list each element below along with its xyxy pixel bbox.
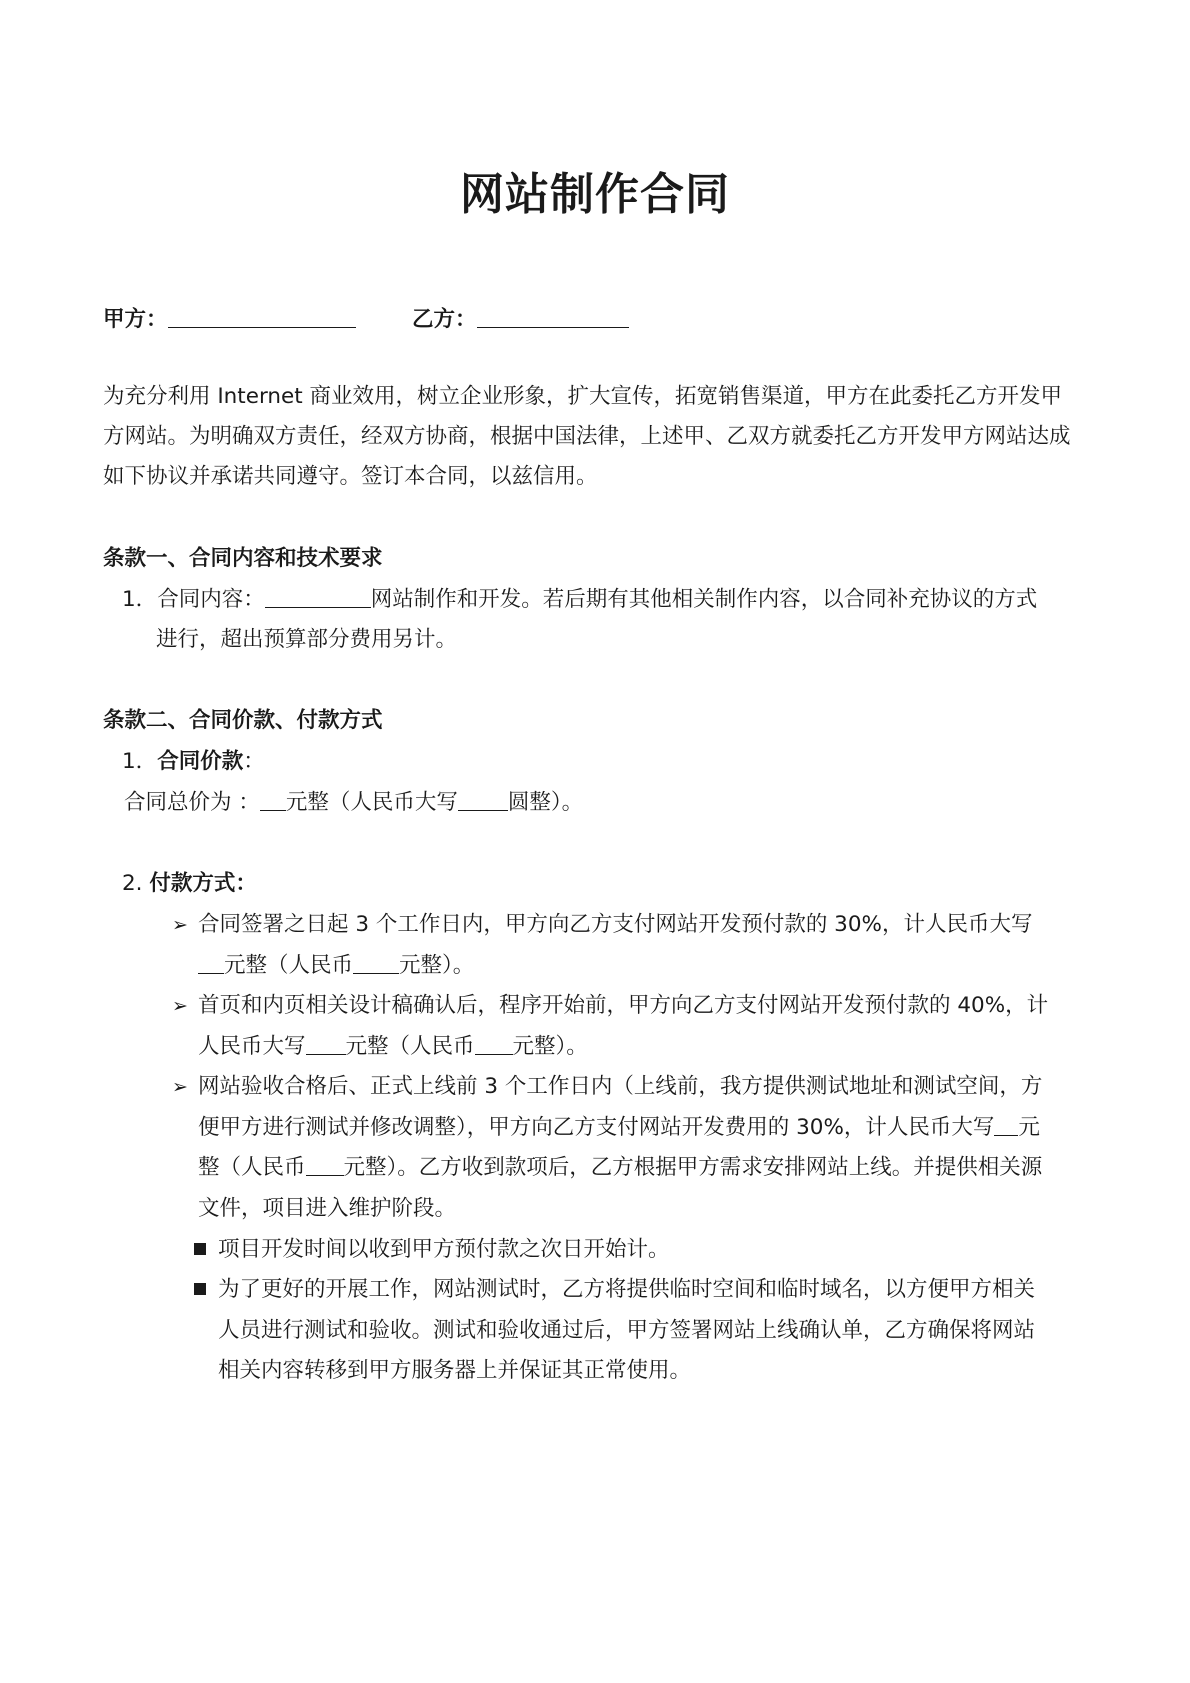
total-price-blank[interactable]	[260, 788, 286, 811]
party-b	[412, 305, 629, 335]
party-b-blank[interactable]	[477, 305, 629, 328]
arrow-bullet-icon: ➢	[172, 914, 188, 936]
intro-line-2: 方网站。为明确双方责任，经双方协商，根据中国法律，上述甲、乙双方就委托乙方开发甲方网站达成	[103, 424, 1071, 449]
payment3-text-d: 元整）。乙方收到款项后，乙方根据甲方需求安排网站上线。并提供相关源	[343, 1155, 1043, 1180]
payment3-line3	[198, 1153, 1042, 1183]
intro-line-1: 为充分利用 Internet 商业效用，树立企业形象，扩大宣传，拓宽销售渠道，甲方在此委托乙方开发甲	[103, 384, 1063, 409]
section2-item2-label: 付款方式：	[149, 871, 257, 896]
section2-item1-colon: ：	[243, 749, 265, 774]
section2-item1-label: 合同价款	[157, 749, 244, 774]
note2-line1: 为了更好的开展工作，网站测试时，乙方将提供临时空间和临时域名，以方便甲方相关	[218, 1277, 1036, 1302]
section1-item1-prefix: 合同内容：	[157, 587, 265, 612]
note1: 项目开发时间以收到甲方预付款之次日开始计。	[218, 1237, 670, 1262]
payment2-line2	[198, 1032, 588, 1062]
payment2-amount-blank[interactable]	[475, 1032, 513, 1055]
section2-item2-number: 2.	[122, 871, 143, 896]
party-a-label: 甲方：	[103, 307, 168, 332]
section2-heading: 条款二、合同价款、付款方式	[103, 708, 383, 733]
payment2-text-c: 元整）。	[512, 1034, 588, 1059]
payment2-words-blank[interactable]	[306, 1032, 346, 1055]
section2-item1	[122, 747, 265, 777]
section1-item1-line2: 进行，超出预算部分费用另计。	[156, 627, 458, 652]
payment1-amount-blank[interactable]	[353, 951, 399, 974]
note2-line2: 人员进行测试和验收。测试和验收通过后，甲方签署网站上线确认单，乙方确保将网站	[218, 1318, 1036, 1343]
party-b-label: 乙方：	[412, 307, 477, 332]
section1-item1	[122, 585, 1037, 615]
section2-item2	[122, 869, 257, 899]
payment3-line1: 网站验收合格后、正式上线前 3 个工作日内（上线前，我方提供测试地址和测试空间，方	[198, 1074, 1043, 1099]
payment1-text-a: 元整（人民币	[224, 953, 354, 978]
payment3-line4: 文件，项目进入维护阶段。	[198, 1196, 457, 1221]
total-price-end: 圆整）。	[507, 790, 584, 815]
party-a-blank[interactable]	[168, 305, 356, 328]
square-bullet-icon	[194, 1283, 206, 1295]
payment3-text-c: 整（人民币	[198, 1155, 306, 1180]
payment2-text-a: 人民币大写	[198, 1034, 306, 1059]
payment3-text-b: 元	[1018, 1115, 1040, 1140]
section1-item1-number: 1．	[122, 587, 158, 612]
payment1-line1: 合同签署之日起 3 个工作日内，甲方向乙方支付网站开发预付款的 30%，计人民币大写	[198, 912, 1033, 937]
payment2-line1: 首页和内页相关设计稿确认后，程序开始前，甲方向乙方支付网站开发预付款的 40%，计	[198, 993, 1049, 1018]
document-title: 网站制作合同	[460, 169, 730, 220]
payment3-line2	[198, 1113, 1040, 1143]
payment1-words-blank[interactable]	[198, 951, 224, 974]
total-price-line	[124, 788, 583, 818]
content-blank[interactable]	[265, 585, 371, 608]
party-a	[103, 305, 356, 335]
arrow-bullet-icon: ➢	[172, 1076, 188, 1098]
intro-line-3: 如下协议并承诺共同遵守。签订本合同，以兹信用。	[103, 464, 598, 489]
total-price-words-blank[interactable]	[458, 788, 508, 811]
square-bullet-icon	[194, 1243, 206, 1255]
note2-line3: 相关内容转移到甲方服务器上并保证其正常使用。	[218, 1358, 692, 1383]
total-price-text: 元整（人民币大写	[285, 790, 458, 815]
total-price-label: 合同总价为 ：	[124, 790, 260, 815]
payment3-words-blank[interactable]	[994, 1113, 1018, 1136]
payment3-amount-blank[interactable]	[306, 1153, 344, 1176]
arrow-bullet-icon: ➢	[172, 995, 188, 1017]
section2-item1-number: 1．	[122, 749, 158, 774]
payment3-text-a: 便甲方进行测试并修改调整），甲方向乙方支付网站开发费用的 30%，计人民币大写	[198, 1115, 995, 1140]
section1-heading: 条款一、合同内容和技术要求	[103, 546, 383, 571]
payment2-text-b: 元整（人民币	[345, 1034, 475, 1059]
payment1-line2	[198, 951, 474, 981]
payment1-text-b: 元整）。	[399, 953, 475, 978]
section1-item1-suffix: 网站制作和开发。若后期有其他相关制作内容，以合同补充协议的方式	[370, 587, 1038, 612]
